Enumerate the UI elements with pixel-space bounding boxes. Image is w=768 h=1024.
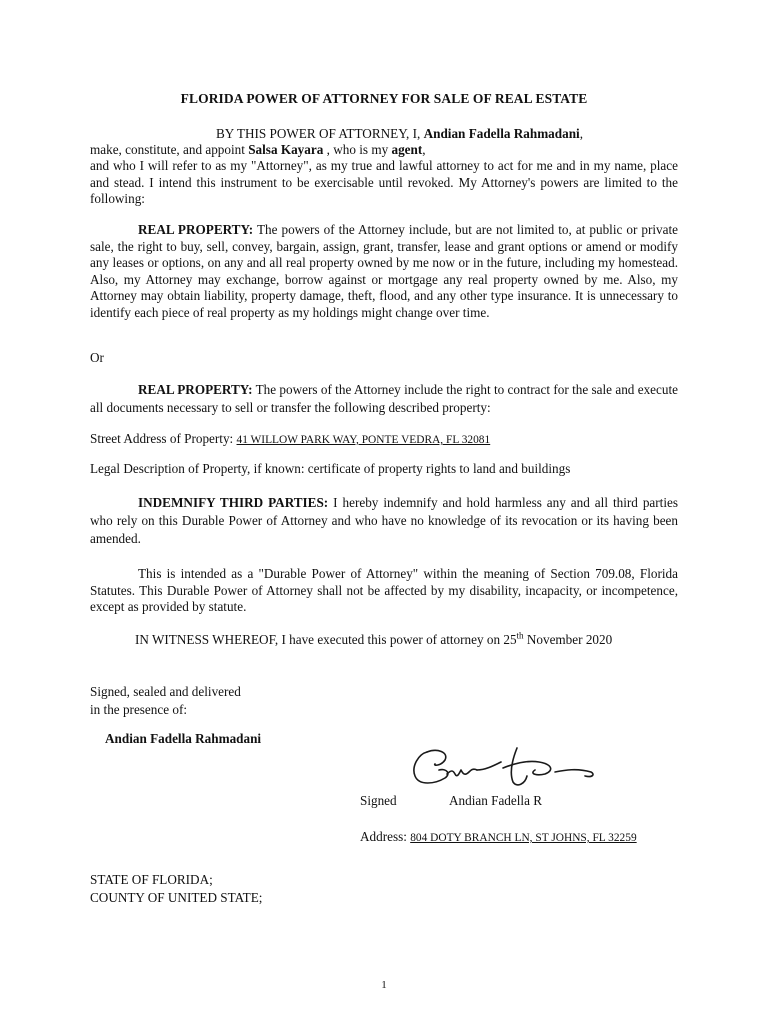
street-address-line <box>90 431 490 449</box>
intro-line-2 <box>90 142 690 159</box>
real-property-paragraph-2 <box>90 381 678 417</box>
intro-prefix: BY THIS POWER OF ATTORNEY, I, <box>216 126 421 141</box>
address-line <box>360 829 637 847</box>
durable-paragraph: This is intended as a "Durable Power of Attorney" within the meaning of Section 709.08, Florida Statutes. This Durable Power of Attorney shall not be affected by my disability, incapacity, or incompetence, except as provided by statute. <box>90 566 678 614</box>
street-address-label: Street Address of Property: <box>90 431 237 446</box>
agent-word: agent <box>391 142 423 157</box>
witness-name: Andian Fadella Rahmadani <box>105 731 262 746</box>
intro-line-1 <box>216 126 696 143</box>
legal-description-line <box>90 461 570 478</box>
intro-paragraph: and who I will refer to as my "Attorney", as my true and lawful attorney to act for me and in my name, place and stead. I intend this instrument to be exercisable until revoked. My Attorney's powers are limited to the following: <box>90 158 678 206</box>
legal-description-label: Legal Description of Property, if known: <box>90 461 308 476</box>
who-is-text: , who is my <box>326 142 389 157</box>
real-property-paragraph-1 <box>90 222 678 321</box>
signer-name: Andian Fadella R <box>449 793 543 808</box>
agent-name: Salsa Kayara <box>248 142 324 157</box>
real-property-text-2: The powers of the Attorney include the right to contract for the sale and execute all documents necessary to sell or transfer the following described property: <box>90 382 678 415</box>
witness-text: IN WITNESS WHEREOF, I have executed this power of attorney on 25 <box>135 632 517 647</box>
street-address-value: 41 WILLOW PARK WAY, PONTE VEDRA, FL 32081 <box>236 434 491 446</box>
state-line: STATE OF FLORIDA; <box>90 872 213 887</box>
real-property-heading-1: REAL PROPERTY: <box>138 222 254 237</box>
witness-paragraph <box>135 631 665 649</box>
witness-date-suffix: th <box>516 630 524 641</box>
intro-suffix: , <box>579 126 583 141</box>
indemnify-heading: INDEMNIFY THIRD PARTIES: <box>138 495 329 510</box>
handwritten-signature-icon <box>405 744 605 794</box>
indemnify-paragraph <box>90 494 678 548</box>
page-number: 1 <box>381 979 387 991</box>
real-property-heading-2: REAL PROPERTY: <box>138 382 253 397</box>
signed-sealed-line-2: in the presence of: <box>90 702 188 717</box>
principal-name: Andian Fadella Rahmadani <box>423 126 580 141</box>
county-line: COUNTY OF UNITED STATE; <box>90 890 263 905</box>
real-property-text-1: The powers of the Attorney include, but are not limited to, at public or private sale, the right to buy, sell, convey, bargain, assign, grant, transfer, lease and grant options or amend or modify any leases or options, on any and all real property owned by me now or in the future, including my homestead. Also, my Attorney may exchange, borrow against or mortgage any real property owned by me. Also, my Attorney may obtain liability, property damage, theft, flood, and any other type insurance. It is unnecessary to identify each piece of real property as my holdings might change over time. <box>90 222 678 320</box>
address-value: 804 DOTY BRANCH LN, ST JOHNS, FL 32259 <box>410 832 637 844</box>
agent-comma: , <box>422 142 426 157</box>
witness-date: November 2020 <box>523 632 613 647</box>
appoint-text: make, constitute, and appoint <box>90 142 245 157</box>
document-title: FLORIDA POWER OF ATTORNEY FOR SALE OF REAL ESTATE <box>180 91 588 106</box>
indemnify-text: I hereby indemnify and hold harmless any and all third parties who rely on this Durable Power of Attorney and who have no knowledge of its revocation or its having been amended. <box>90 495 678 546</box>
or-text: Or <box>90 350 104 365</box>
legal-description-value: certificate of property rights to land and buildings <box>307 461 571 476</box>
signed-label: Signed <box>360 793 397 808</box>
signed-sealed-line-1: Signed, sealed and delivered <box>90 684 241 699</box>
address-label: Address: <box>360 829 411 844</box>
